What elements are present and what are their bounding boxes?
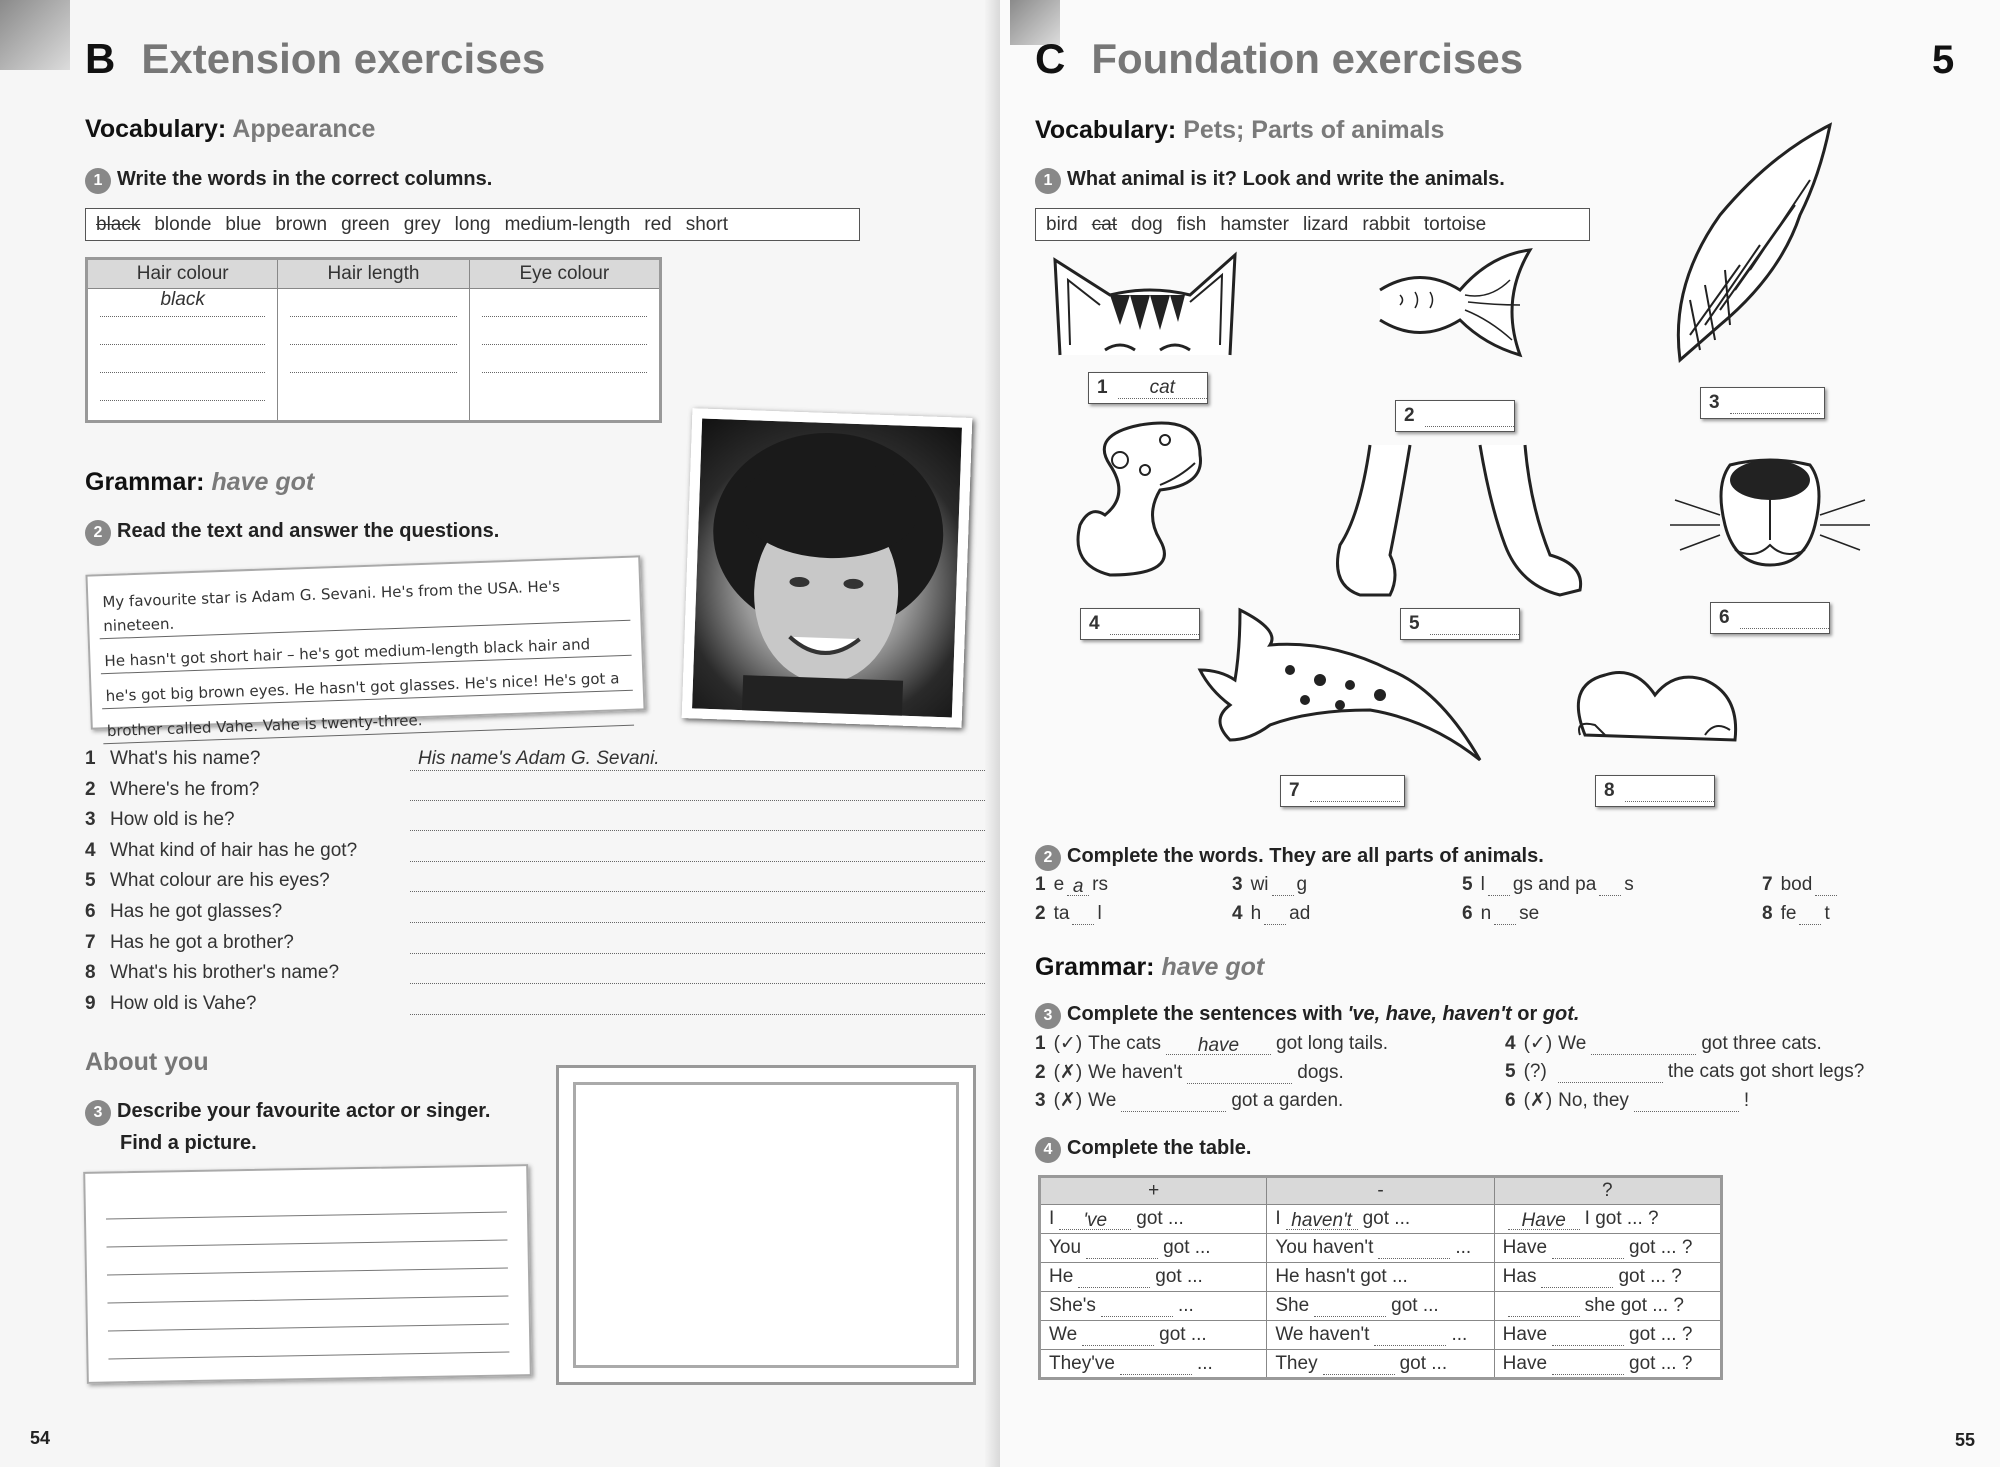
section-title: Foundation exercises <box>1091 35 1524 82</box>
text-line: brother called Vahe. Vahe is twenty-three. <box>103 701 635 745</box>
answer-blank[interactable] <box>1552 1239 1624 1259</box>
section-heading <box>1035 35 1523 83</box>
cell-end: ... <box>1455 1237 1472 1258</box>
sentence-item <box>1035 1061 1344 1084</box>
item-number: 3 <box>1035 1090 1046 1111</box>
cell-start: They've <box>1049 1352 1115 1374</box>
word-end: t <box>1824 903 1830 924</box>
ex3-instruction: 3 Describe your favourite actor or singer. Find a picture. <box>85 1100 490 1155</box>
word-option: long <box>454 213 491 235</box>
sentence-end: the cats got short legs? <box>1667 1060 1865 1082</box>
mark: (✓) <box>1523 1033 1553 1054</box>
table-row <box>1040 1350 1722 1379</box>
item-number: 6 <box>1462 903 1473 924</box>
sentence-end: got three cats. <box>1701 1033 1822 1054</box>
cell-end: got ... <box>1362 1208 1411 1229</box>
item-number: 2 <box>1035 1061 1046 1083</box>
picture-frame[interactable] <box>556 1065 976 1385</box>
table-header: Hair length <box>278 259 469 289</box>
answer-line[interactable] <box>1110 613 1199 635</box>
item-number: 4 <box>1232 903 1243 924</box>
tortoise-head-illustration <box>1070 415 1210 585</box>
rabbit-nose-illustration <box>1675 455 1865 585</box>
cell-end: got ... ? <box>1629 1324 1693 1345</box>
celebrity-photo <box>682 408 973 728</box>
table-header: ? <box>1494 1177 1721 1205</box>
word-item <box>1035 874 1108 896</box>
animal-answer-box[interactable] <box>1395 400 1515 432</box>
item-number: 8 <box>1762 903 1773 924</box>
sentence-item <box>1505 1061 1864 1083</box>
answer-blank[interactable] <box>1078 1268 1150 1288</box>
sentence-item <box>1505 1089 1749 1112</box>
cell-start: He <box>1049 1266 1074 1287</box>
word-item <box>1232 903 1310 925</box>
exercise-number: 3 <box>85 1100 111 1126</box>
cell-start: We <box>1049 1324 1078 1345</box>
label-number: 5 <box>1409 613 1420 634</box>
word-end: s <box>1624 874 1634 895</box>
answer-blank[interactable] <box>1082 1326 1154 1346</box>
word-option: black <box>96 213 141 235</box>
word-option: rabbit <box>1362 213 1410 235</box>
item-number: 5 <box>1462 874 1473 895</box>
table-row <box>1040 1321 1722 1350</box>
grammar-heading: Grammar: have got <box>1035 953 1265 981</box>
table-cell <box>1494 1205 1721 1234</box>
vocab-heading: Vocabulary: Pets; Parts of animals <box>1035 116 1445 144</box>
hair-colour-column <box>87 289 278 422</box>
question-number: 8 <box>85 962 96 984</box>
word-end: se <box>1519 903 1540 924</box>
item-number: 4 <box>1505 1033 1516 1054</box>
answer-blank[interactable] <box>1120 1355 1192 1375</box>
cell-start: Have <box>1502 1324 1548 1345</box>
answer-line[interactable] <box>410 993 985 1015</box>
hair-length-column <box>278 289 469 422</box>
table-header: Hair colour <box>87 259 278 289</box>
page-number: 54 <box>30 1428 51 1448</box>
text-line: He hasn't got short hair – he's got medium-length black hair and <box>100 631 632 675</box>
ex3-instruction: 3 Complete the sentences with 've, have, haven't or got. <box>1035 1003 1579 1029</box>
text-line: My favourite star is Adam G. Sevani. He's from the USA. He's nineteen. <box>98 572 630 640</box>
letter-blank[interactable] <box>1494 905 1516 925</box>
word-start: bod <box>1780 874 1813 895</box>
item-number: 1 <box>1035 1033 1046 1054</box>
table-cell <box>1494 1234 1721 1263</box>
cell-end: I got ... ? <box>1584 1208 1659 1229</box>
table-cell <box>1267 1292 1494 1321</box>
cell-end: got ... ? <box>1629 1352 1693 1374</box>
answer-line[interactable] <box>410 901 985 923</box>
word-option: hamster <box>1220 213 1289 235</box>
question-text: What's his brother's name? <box>110 962 340 984</box>
word-end: ad <box>1289 903 1311 924</box>
word-item <box>1035 903 1102 925</box>
answer-blank[interactable] <box>1541 1268 1613 1288</box>
word-option: red <box>644 213 672 235</box>
cell-end: ... <box>1196 1352 1213 1374</box>
answer-blank[interactable] <box>1508 1297 1580 1317</box>
sentence-end: got a garden. <box>1231 1090 1344 1111</box>
animal-answer-box[interactable] <box>1700 387 1825 419</box>
mark: (✗) <box>1053 1090 1083 1111</box>
item-number: 1 <box>1035 874 1046 895</box>
reading-text-card <box>85 555 645 741</box>
table-cell <box>1267 1205 1494 1234</box>
word-option: cat <box>1091 213 1118 235</box>
answer-line[interactable] <box>1730 392 1820 414</box>
item-number: 6 <box>1505 1090 1516 1111</box>
answer-blank[interactable] <box>1101 1297 1173 1317</box>
answer-line[interactable] <box>1740 607 1829 629</box>
cell-start: She <box>1275 1295 1310 1316</box>
table-cell <box>1494 1292 1721 1321</box>
word-option: short <box>685 213 728 235</box>
columns-table <box>85 257 662 423</box>
cell-start: Have <box>1502 1237 1548 1258</box>
word-item <box>1462 903 1539 925</box>
answer-line[interactable] <box>410 840 985 862</box>
question-text: What's his name? <box>110 748 261 769</box>
answer-blank[interactable]: 've <box>1059 1210 1131 1230</box>
word-option: grey <box>403 213 441 235</box>
answer-line[interactable] <box>100 345 265 373</box>
cell-start: Has <box>1502 1266 1537 1287</box>
answer-line[interactable] <box>1425 405 1514 427</box>
cell-start: Have <box>1502 1352 1548 1374</box>
answer-line[interactable] <box>410 932 985 954</box>
about-you-heading: About you <box>85 1048 209 1076</box>
bird-wing-illustration <box>1660 125 1840 365</box>
question-number: 5 <box>85 870 96 892</box>
table-header: + <box>1040 1177 1267 1205</box>
word-start: ta <box>1053 903 1070 924</box>
word-item <box>1762 903 1830 925</box>
answer-blank[interactable] <box>1558 1063 1663 1083</box>
letter-blank[interactable] <box>1799 905 1821 925</box>
table-cell <box>1494 1321 1721 1350</box>
exercise-number: 2 <box>1035 845 1061 871</box>
answer-line[interactable] <box>290 289 456 317</box>
animal-answer-box[interactable] <box>1595 775 1715 807</box>
question-number: 3 <box>85 809 96 831</box>
ex4-instruction: 4 Complete the table. <box>1035 1137 1251 1163</box>
answer-line[interactable] <box>1430 613 1519 635</box>
word-option: lizard <box>1302 213 1349 235</box>
table-cell <box>1494 1263 1721 1292</box>
word-option: green <box>341 213 390 235</box>
ex2-instruction: 2 Complete the words. They are all parts of animals. <box>1035 845 1544 871</box>
word-start: h <box>1250 903 1262 924</box>
sentence-end: got long tails. <box>1276 1033 1388 1054</box>
item-number: 7 <box>1762 874 1773 895</box>
answer-blank[interactable] <box>1552 1326 1624 1346</box>
answer-blank[interactable] <box>1121 1092 1226 1112</box>
answer-blank[interactable]: Have <box>1508 1210 1580 1230</box>
cell-end: got ... <box>1136 1208 1184 1229</box>
answer-blank[interactable] <box>1374 1326 1446 1346</box>
letter-blank[interactable]: a <box>1067 876 1089 896</box>
mark: (✗) <box>1523 1090 1553 1111</box>
table-row <box>1040 1234 1722 1263</box>
sentence-end: dogs. <box>1297 1061 1344 1083</box>
question-row <box>85 748 985 771</box>
question-number: 1 <box>85 748 96 769</box>
question-text: What colour are his eyes? <box>110 870 330 892</box>
sentence-start: We <box>1558 1033 1587 1054</box>
ex1-instruction: 1 Write the words in the correct columns. <box>85 168 492 194</box>
answer-blank[interactable] <box>1552 1355 1624 1375</box>
cell-end: got ... <box>1399 1352 1448 1374</box>
picture-frame-inner <box>573 1082 959 1368</box>
word-box <box>1035 208 1590 241</box>
ex1-instruction: 1 What animal is it? Look and write the animals. <box>1035 168 1505 194</box>
word-option: bird <box>1046 213 1078 235</box>
word-option: blue <box>225 213 262 235</box>
ex2-instruction: 2 Read the text and answer the questions. <box>85 520 499 546</box>
label-number: 1 <box>1097 377 1108 398</box>
word-option: brown <box>275 213 328 235</box>
fish-tail-illustration <box>1380 250 1535 360</box>
word-option: medium-length <box>504 213 631 235</box>
word-start: fe <box>1780 903 1797 924</box>
answer-blank[interactable] <box>1591 1035 1696 1055</box>
cell-end: got ... <box>1163 1237 1211 1258</box>
section-letter: C <box>1035 35 1066 82</box>
label-number: 7 <box>1289 780 1300 801</box>
section-heading <box>85 35 545 83</box>
answer-line[interactable] <box>482 289 647 317</box>
word-start: l <box>1480 874 1485 895</box>
grammar-heading: Grammar: have got <box>85 468 315 496</box>
sentence-start: No, they <box>1558 1090 1629 1111</box>
have-got-table <box>1038 1175 1723 1380</box>
question-row <box>85 870 985 892</box>
question-row <box>85 840 985 862</box>
sentence-end: ! <box>1743 1090 1750 1111</box>
answer-blank[interactable] <box>1634 1092 1739 1112</box>
question-text: How old is he? <box>110 809 235 831</box>
question-row <box>85 962 985 984</box>
table-cell <box>1267 1321 1494 1350</box>
sentence-item <box>1035 1089 1343 1112</box>
vocab-heading: Vocabulary: Appearance <box>85 115 376 143</box>
unit-number: 5 <box>1932 38 1955 82</box>
exercise-number: 2 <box>85 520 111 546</box>
table-cell <box>1267 1350 1494 1379</box>
sentence-start: We haven't <box>1088 1061 1183 1083</box>
cell-end: ... <box>1177 1295 1194 1316</box>
answer-line[interactable] <box>410 870 985 892</box>
answer-line[interactable] <box>290 345 456 373</box>
letter-blank[interactable] <box>1272 876 1294 896</box>
cell-end: got ... <box>1155 1266 1203 1287</box>
answer-line[interactable] <box>290 317 456 345</box>
question-text: How old is Vahe? <box>110 992 257 1014</box>
question-number: 2 <box>85 778 96 800</box>
word-option: blonde <box>154 213 212 235</box>
word-option: fish <box>1176 213 1207 235</box>
answer-line[interactable] <box>410 809 985 831</box>
table-cell <box>1040 1292 1267 1321</box>
answer-blank[interactable]: haven't <box>1286 1210 1358 1230</box>
answer-line[interactable] <box>1310 780 1400 802</box>
answer-line[interactable]: cat <box>1118 377 1207 399</box>
answer-line[interactable] <box>482 345 647 373</box>
sentence-start: The cats <box>1088 1033 1162 1054</box>
writing-line[interactable] <box>108 1324 509 1359</box>
sentence-item <box>1035 1032 1388 1055</box>
label-number: 8 <box>1604 780 1615 801</box>
mark: (✗) <box>1053 1061 1083 1083</box>
letter-blank[interactable] <box>1599 876 1621 896</box>
sentence-start: We <box>1088 1090 1117 1111</box>
question-number: 9 <box>85 992 96 1014</box>
table-cell <box>1267 1263 1494 1292</box>
answer-blank[interactable]: have <box>1166 1035 1271 1055</box>
exercise-number: 1 <box>85 168 111 194</box>
question-row <box>85 932 985 954</box>
question-text: Has he got a brother? <box>110 931 294 953</box>
answer-line[interactable] <box>410 779 985 801</box>
animal-answer-box[interactable] <box>1080 608 1200 640</box>
hamster-body-illustration <box>1565 655 1745 745</box>
cell-start: You haven't <box>1275 1237 1374 1258</box>
word-item <box>1462 874 1634 896</box>
word-box <box>85 208 860 241</box>
word-end: l <box>1097 903 1102 924</box>
answer-line[interactable] <box>1625 780 1714 802</box>
label-number: 3 <box>1709 392 1720 413</box>
cell-end: got ... <box>1391 1295 1439 1316</box>
animal-answer-box[interactable] <box>1280 775 1405 807</box>
table-row <box>1040 1292 1722 1321</box>
word-start: e <box>1053 874 1065 895</box>
table-row <box>1040 1205 1722 1234</box>
cell-start: They <box>1275 1352 1318 1374</box>
text-line: he's got big brown eyes. He hasn't got glasses. He's nice! He's got a <box>101 666 633 710</box>
cell-start: We haven't <box>1275 1324 1370 1345</box>
word-item <box>1762 874 1840 896</box>
word-start: n <box>1480 903 1492 924</box>
animal-answer-box[interactable] <box>1710 602 1830 634</box>
question-row <box>85 993 985 1015</box>
cell-start: I <box>1049 1208 1055 1229</box>
answer-line[interactable] <box>482 317 647 345</box>
cell-end: she got ... ? <box>1584 1295 1684 1316</box>
answer-blank[interactable] <box>1314 1297 1386 1317</box>
question-number: 4 <box>85 839 96 861</box>
question-number: 6 <box>85 901 96 922</box>
cell-start: He hasn't got ... <box>1275 1266 1408 1287</box>
table-cell <box>1040 1263 1267 1292</box>
mark: (✓) <box>1053 1033 1083 1054</box>
writing-lines-card[interactable] <box>83 1164 532 1384</box>
cell-end: got ... ? <box>1629 1237 1693 1258</box>
mark: (?) <box>1523 1060 1547 1082</box>
label-number: 6 <box>1719 607 1730 628</box>
answer-line[interactable] <box>100 317 265 345</box>
question-text: Has he got glasses? <box>110 901 283 922</box>
cell-start: You <box>1049 1237 1082 1258</box>
table-cell <box>1040 1234 1267 1263</box>
table-header: - <box>1267 1177 1494 1205</box>
animal-answer-box[interactable] <box>1088 372 1208 404</box>
answer-line[interactable] <box>100 373 265 401</box>
word-option: dog <box>1131 213 1163 235</box>
cell-end: got ... <box>1159 1324 1207 1345</box>
answer-line[interactable]: His name's Adam G. Sevani. <box>410 748 985 771</box>
animal-answer-box[interactable] <box>1400 608 1520 640</box>
table-header: Eye colour <box>469 259 660 289</box>
eye-colour-column <box>469 289 660 422</box>
answer-blank[interactable] <box>1323 1355 1395 1375</box>
question-row <box>85 779 985 801</box>
answer-blank[interactable] <box>1378 1239 1450 1259</box>
table-cell <box>1267 1234 1494 1263</box>
question-text: Where's he from? <box>110 778 260 800</box>
table-cell <box>1040 1205 1267 1234</box>
answer-line[interactable] <box>410 962 985 984</box>
cell-end: ... <box>1451 1324 1468 1345</box>
table-cell <box>1494 1350 1721 1379</box>
question-row <box>85 901 985 923</box>
word-end: gs and pa <box>1512 874 1597 895</box>
dog-legs-illustration <box>1330 445 1590 605</box>
word-end: rs <box>1092 874 1108 895</box>
letter-blank[interactable] <box>1264 905 1286 925</box>
question-row <box>85 809 985 831</box>
exercise-number: 1 <box>1035 168 1061 194</box>
portrait-illustration <box>692 419 962 718</box>
page-number: 55 <box>1955 1430 1976 1450</box>
right-page <box>1000 0 2000 1467</box>
section-letter: B <box>85 35 116 82</box>
item-number: 3 <box>1232 874 1243 895</box>
letter-blank[interactable] <box>1072 905 1094 925</box>
page-curl <box>0 0 70 70</box>
word-item <box>1232 874 1307 896</box>
question-text: What kind of hair has he got? <box>110 839 358 861</box>
exercise-number: 3 <box>1035 1003 1061 1029</box>
table-cell <box>1040 1321 1267 1350</box>
cell-end: got ... ? <box>1618 1266 1682 1287</box>
letter-blank[interactable] <box>1815 876 1837 896</box>
table-row <box>1040 1263 1722 1292</box>
table-cell <box>1040 1350 1267 1379</box>
exercise-number: 4 <box>1035 1137 1061 1163</box>
item-number: 2 <box>1035 903 1046 924</box>
cell-start: She's <box>1049 1295 1096 1316</box>
item-number: 5 <box>1505 1060 1516 1082</box>
word-option: tortoise <box>1423 213 1487 235</box>
section-title: Extension exercises <box>141 35 546 82</box>
cat-ears-illustration <box>1050 250 1250 360</box>
sentence-item <box>1505 1032 1822 1055</box>
label-number: 2 <box>1404 405 1415 426</box>
word-end: g <box>1296 874 1308 895</box>
word-start: wi <box>1250 874 1269 895</box>
question-number: 7 <box>85 931 96 953</box>
answer-blank[interactable] <box>1187 1064 1292 1084</box>
cell-start: I <box>1275 1208 1281 1229</box>
label-number: 4 <box>1089 613 1100 634</box>
letter-blank[interactable] <box>1488 876 1510 896</box>
answer-blank[interactable] <box>1086 1239 1158 1259</box>
answer-line[interactable]: black <box>100 289 265 317</box>
